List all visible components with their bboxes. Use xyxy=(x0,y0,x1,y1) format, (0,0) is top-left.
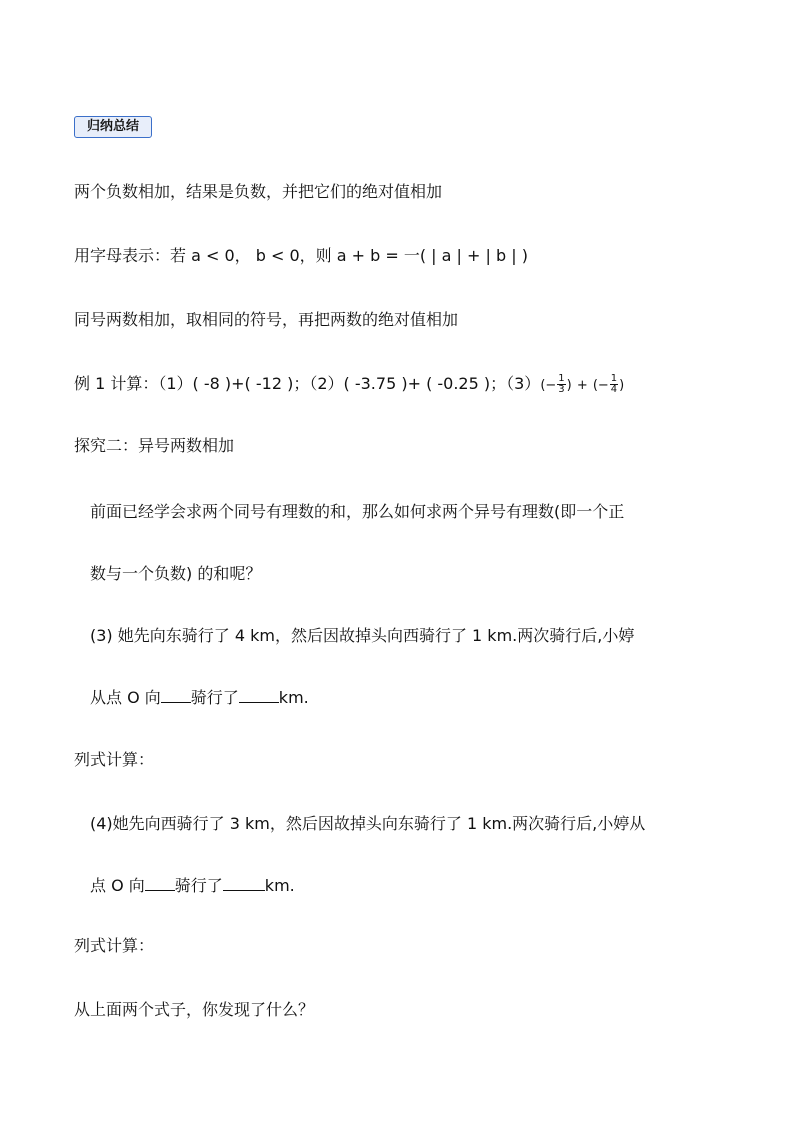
calc-label-2: 列式计算： xyxy=(74,936,155,955)
problem-3-text-a: 从点 O 向 xyxy=(90,688,161,707)
distance-blank xyxy=(223,876,265,891)
intro-line-1: 前面已经学会求两个同号有理数的和，那么如何求两个异号有理数(即一个正 xyxy=(90,502,625,521)
intro-line-2: 数与一个负数) 的和呢？ xyxy=(90,564,262,583)
plus-sign: + xyxy=(576,378,588,393)
direction-blank xyxy=(161,688,191,703)
problem-4-line-2 xyxy=(90,874,295,898)
problem-4-text-b: 骑行了 xyxy=(174,876,223,895)
problem-3-text-c: km. xyxy=(278,688,309,707)
fraction-1-close: ) xyxy=(566,378,572,393)
fraction-2-denominator: 4 xyxy=(610,384,618,395)
problem-3-text-b: 骑行了 xyxy=(190,688,239,707)
problem-3-line-1: (3) 她先向东骑行了 4 km，然后因故掉头向西骑行了 1 km.两次骑行后,小婷 xyxy=(90,626,635,645)
rule-letter-form: 用字母表示：若 a < 0， b < 0，则 a + b = 一( | a | + | b | ) xyxy=(74,246,528,265)
fraction-1-open: (− xyxy=(540,378,557,393)
problem-3-line-2 xyxy=(90,686,309,710)
problem-4-line-1: (4)她先向西骑行了 3 km，然后因故掉头向东骑行了 1 km.两次骑行后,小婷从 xyxy=(90,814,646,833)
summary-badge: 归纳总结 xyxy=(74,116,152,138)
fraction-1 xyxy=(557,374,565,395)
fraction-1-numerator: 1 xyxy=(558,373,565,384)
distance-blank xyxy=(239,688,279,703)
fraction-2-open: (− xyxy=(592,378,609,393)
problem-4-text-a: 点 O 向 xyxy=(90,876,145,895)
section-heading: 探究二：异号两数相加 xyxy=(74,436,235,455)
calc-label-1: 列式计算： xyxy=(74,750,155,769)
discovery-question: 从上面两个式子，你发现了什么？ xyxy=(74,1000,315,1019)
fraction-1-denominator: 3 xyxy=(558,384,565,395)
example-1 xyxy=(74,372,624,398)
example-1-text: 例 1 计算：（1）( -8 )+( -12 )；（2）( -3.75 )+ ( -0.25 )；（3） xyxy=(74,374,541,393)
rule-negative-sum: 两个负数相加，结果是负数，并把它们的绝对值相加 xyxy=(74,182,443,201)
fraction-2-close: ) xyxy=(619,378,625,393)
problem-4-text-c: km. xyxy=(264,876,295,895)
direction-blank xyxy=(145,876,175,891)
fraction-2-numerator: 1 xyxy=(610,373,618,384)
rule-same-sign: 同号两数相加，取相同的符号，再把两数的绝对值相加 xyxy=(74,310,459,329)
fraction-2 xyxy=(610,374,618,395)
